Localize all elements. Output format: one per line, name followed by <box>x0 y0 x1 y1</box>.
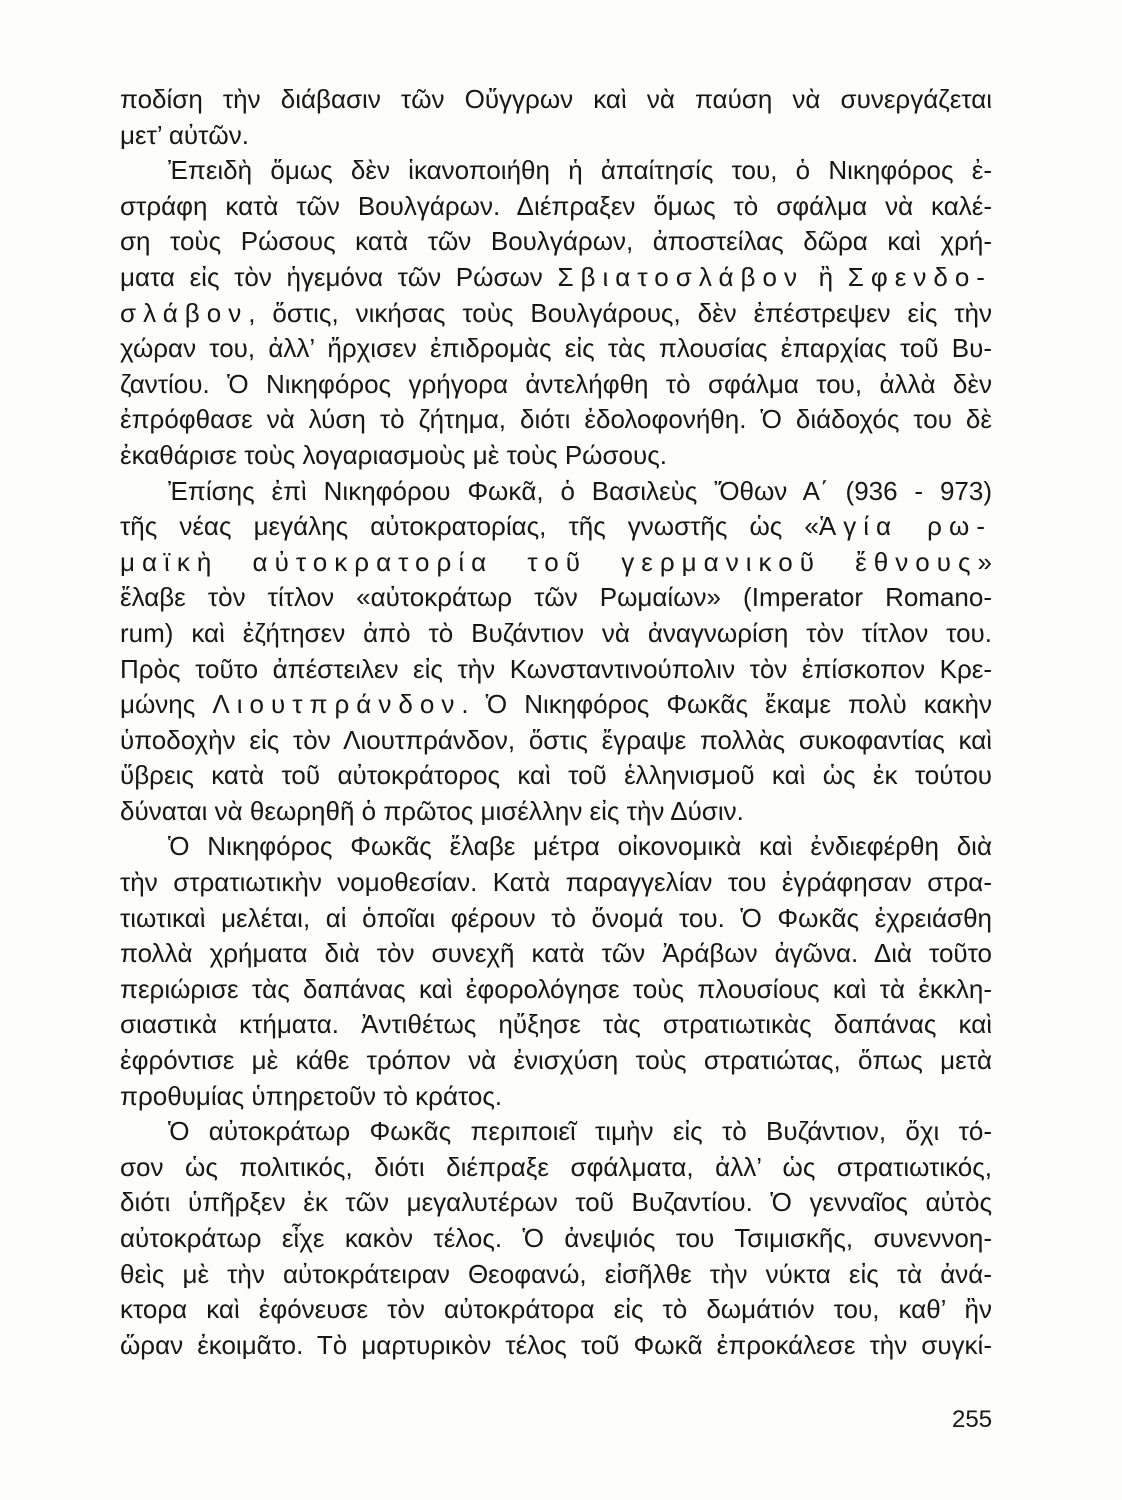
text-line: σιαστικὰ κτήματα. Ἀντιθέτως ηὔξησε τὰς στρατιωτικὰς δαπάνας καὶ <box>120 1009 992 1040</box>
text-line: διότι ὑπῆρξεν ἐκ τῶν μεγαλυτέρων τοῦ Βυζαντίου. Ὁ γενναῖος αὐτὸς <box>120 1187 992 1218</box>
text-segment: . Ὁ Νικηφόρος Φωκᾶς ἔκαμε πολὺ κακὴν <box>461 689 992 720</box>
emphasized-text: Ἁγία ρω- <box>818 511 992 542</box>
text-line <box>120 296 992 332</box>
text-line: ση τοὺς Ρώσους κατὰ τῶν Βουλγάρων, ἀποστείλας δῶρα καὶ χρή- <box>120 226 992 257</box>
text-line <box>120 509 992 545</box>
text-line <box>120 260 992 296</box>
text-line: θεὶς μὲ τὴν αὐτοκράτειραν Θεοφανώ, εἰσῆλθε τὴν νύκτα εἰς τὰ ἀνά- <box>120 1258 992 1289</box>
text-line: τιωτικαὶ μελέται, αἱ ὁποῖαι φέρουν τὸ ὄνομά του. Ὁ Φωκᾶς ἐχρειάσθη <box>120 902 992 933</box>
text-segment: , ὅστις, νικήσας τοὺς Βουλγάρους, δὲν ἐπέστρεψεν εἰς τὴν <box>248 297 992 328</box>
text-segment: ματα εἰς τὸν ἡγεμόνα τῶν Ρώσων <box>120 261 543 292</box>
text-line: στράφη κατὰ τῶν Βουλγάρων. Διέπραξεν ὅμως τὸ σφάλμα νὰ καλέ- <box>120 190 992 221</box>
text-line: πολλὰ χρήματα διὰ τὸν συνεχῆ κατὰ τῶν Ἀράβων ἀγῶνα. Διὰ τοῦτο <box>120 938 992 969</box>
text-line: ἐκαθάρισε τοὺς λογαριασμοὺς μὲ τοὺς Ρώσους. <box>120 439 667 470</box>
text-line: ὑποδοχὴν εἰς τὸν Λιουτπράνδον, ὅστις ἔγραψε πολλὰς συκοφαντίας καὶ <box>120 724 992 755</box>
text-line: ἐφρόντισε μὲ κάθε τρόπον νὰ ἐνισχύση τοὺς στρατιώτας, ὅπως μετὰ <box>120 1045 992 1076</box>
emphasized-text: σλάβον <box>120 297 249 328</box>
page-number: 255 <box>952 1406 993 1433</box>
text-line: σον ὡς πολιτικός, διότι διέπραξε σφάλματα, ἀλλ’ ὡς στρατιωτικός, <box>120 1151 992 1182</box>
text-line: τὴν στρατιωτικὴν νομοθεσίαν. Κατὰ παραγγελίαν του ἐγράφησαν στρα- <box>120 867 992 898</box>
text-segment: τῆς νέας μεγάλης αὐτοκρατορίας, τῆς γνωστῆς ὡς « <box>120 511 819 542</box>
continued-paragraph <box>120 82 992 153</box>
text-line: δύναται νὰ θεωρηθῆ ὁ πρῶτος μισέλλην εἰς τὴν Δύσιν. <box>120 795 744 826</box>
text-line: ὕβρεις κατὰ τοῦ αὐτοκράτορος καὶ τοῦ ἑλληνισμοῦ καὶ ὡς ἐκ τούτου <box>120 760 992 791</box>
text-line: κτορα καὶ ἐφόνευσε τὸν αὐτοκράτορα εἰς τὸ δωμάτιόν του, καθ’ ἣν <box>120 1294 992 1325</box>
text-line: Πρὸς τοῦτο ἀπέστειλεν εἰς τὴν Κωνσταντινούπολιν τὸν ἐπίσκοπον Κρε- <box>120 653 992 684</box>
emphasized-text: Σβιατοσλάβον <box>557 261 804 292</box>
text-segment: ἢ <box>818 261 834 292</box>
text-line <box>120 687 992 723</box>
text-line: μετ’ αὐτῶν. <box>120 119 249 150</box>
text-line: χώραν του, ἀλλ’ ἤρχισεν ἐπιδρομὰς εἰς τὰς πλουσίας ἐπαρχίας τοῦ Βυ- <box>120 333 992 364</box>
paragraph <box>120 829 992 1114</box>
emphasized-text: Σφενδο- <box>847 261 992 292</box>
paragraph <box>120 153 992 473</box>
text-line: Ὁ Νικηφόρος Φωκᾶς ἔλαβε μέτρα οἰκονομικὰ καὶ ἐνδιεφέρθη διὰ <box>168 831 992 862</box>
text-line: ἐπρόφθασε νὰ λύση τὸ ζήτημα, διότι ἐδολοφονήθη. Ὁ διάδοχός του δὲ <box>120 404 992 435</box>
text-segment: μώνης <box>120 689 196 720</box>
text-line: περιώρισε τὰς δαπάνας καὶ ἐφορολόγησε τοὺς πλουσίους καὶ τὰ ἐκκλη- <box>120 973 992 1004</box>
text-line: Ἐπειδὴ ὅμως δὲν ἱκανοποιήθη ἡ ἀπαίτησίς του, ὁ Νικηφόρος ἐ- <box>168 155 992 186</box>
text-line: αὐτοκράτωρ εἶχε κακὸν τέλος. Ὁ ἀνεψιός του Τσιμισκῆς, συνεννοη- <box>120 1223 992 1253</box>
paragraph <box>120 1114 992 1363</box>
text-line: rum) καὶ ἐζήτησεν ἀπὸ τὸ Βυζάντιον νὰ ἀναγνωρίση τὸν τίτλον του. <box>120 617 992 648</box>
text-line: Ἐπίσης ἐπὶ Νικηφόρου Φωκᾶ, ὁ Βασιλεὺς Ὄθων Α΄ (936 - 973) <box>168 475 992 506</box>
text-line: ζαντίου. Ὁ Νικηφόρος γρήγορα ἀντελήφθη τὸ σφάλμα του, ἀλλὰ δὲν <box>120 368 992 399</box>
text-line: ὥραν ἐκοιμᾶτο. Τὸ μαρτυρικὸν τέλος τοῦ Φωκᾶ ἐπροκάλεσε τὴν συγκί- <box>120 1329 992 1360</box>
emphasized-text: μαϊκὴ αὐτοκρατορία τοῦ γερμανικοῦ ἔθνους <box>120 546 978 577</box>
text-line: ποδίση τὴν διάβασιν τῶν Οὔγγρων καὶ νὰ παύση νὰ συνεργάζεται <box>120 84 992 114</box>
text-line: Ὁ αὐτοκράτωρ Φωκᾶς περιποιεῖ τιμὴν εἰς τὸ Βυζάντιον, ὄχι τό- <box>168 1116 992 1147</box>
paragraph <box>120 474 992 830</box>
text-line: προθυμίας ὑπηρετοῦν τὸ κράτος. <box>120 1080 503 1111</box>
text-segment: » <box>977 546 992 577</box>
text-line: ἔλαβε τὸν τίτλον «αὐτοκράτωρ τῶν Ρωμαίων» (Imperator Romano- <box>120 582 992 613</box>
body-text <box>120 82 992 1363</box>
emphasized-text: Λιουτπράνδον <box>212 689 462 720</box>
text-line <box>120 545 992 581</box>
